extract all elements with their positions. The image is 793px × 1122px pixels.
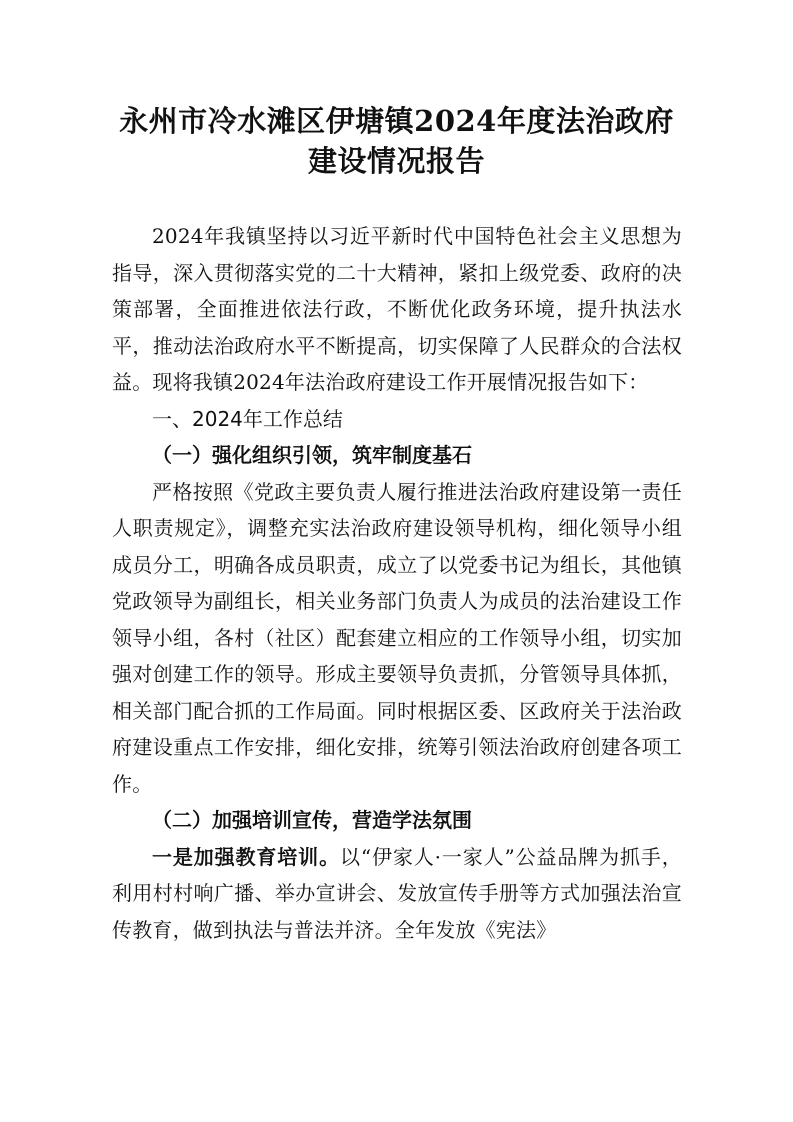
document-body: [112, 218, 682, 948]
section-heading-work-summary: 一、2024年工作总结: [152, 406, 343, 431]
subsection-heading-training: （二）加强培训宣传，营造学法氛围: [152, 808, 472, 832]
subsection-2-text: 以“伊家人·一家人”公益品牌为抓手，利用村村响广播、举办宣讲会、发放宣传手册等方式加强法治宣传教育，做到执法与普法并济。全年发放《宪法》: [112, 844, 682, 942]
subsection-2-paragraph: [112, 839, 682, 949]
subsection-1-paragraph: 严格按照《党政主要负责人履行推进法治政府建设第一责任人职责规定》，调整充实法治政府建设领导机构，细化领导小组成员分工，明确各成员职责，成立了以党委书记为组长，其他镇党政领导为副组长，相关业务部门负责人为成员的法治建设工作领导小组，各村（社区）配套建立相应的工作领导小组，切实加强对创建工作的领导。形成主要领导负责抓，分管领导具体抓，相关部门配合抓的工作局面。同时根据区委、区政府关于法治政府建设重点工作安排，细化安排，统筹引领法治政府创建各项工作。: [112, 479, 682, 796]
subsection-heading-organization: （一）强化组织引领，筑牢制度基石: [152, 443, 472, 467]
intro-paragraph: 2024年我镇坚持以习近平新时代中国特色社会主义思想为指导，深入贯彻落实党的二十大精神，紧扣上级党委、政府的决策部署，全面推进依法行政，不断优化政务环境，提升执法水平，推动法治政府水平不断提高，切实保障了人民群众的合法权益。现将我镇2024年法治政府建设工作开展情况报告如下：: [112, 224, 682, 394]
document-title-line-1: 永州市冷水滩区伊塘镇2024年度法治政府: [119, 104, 674, 138]
subsection-2-lead: 一是加强教育培训。: [152, 844, 340, 869]
document-title-line-2: 建设情况报告: [307, 144, 485, 178]
